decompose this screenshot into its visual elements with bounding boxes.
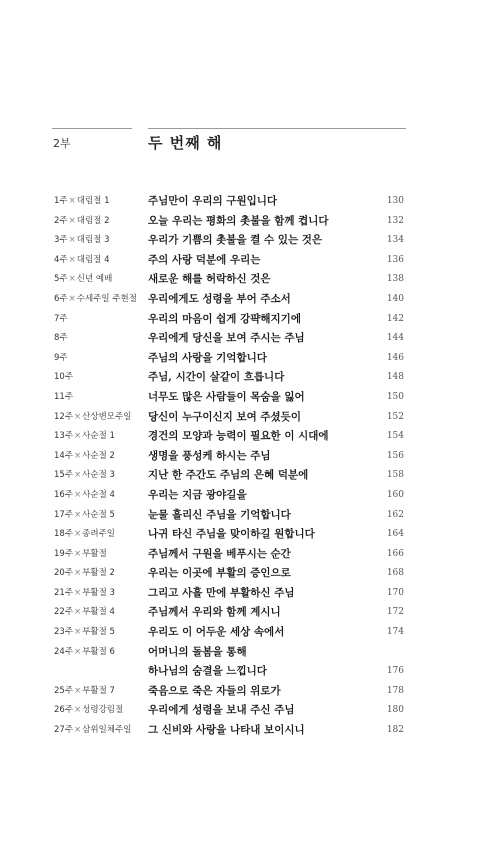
toc-week-number: 4주 bbox=[54, 254, 68, 265]
toc-week-label bbox=[54, 682, 115, 702]
toc-week-label bbox=[54, 623, 115, 643]
toc-week-number: 6주 bbox=[54, 293, 68, 304]
toc-week-number: 8주 bbox=[54, 333, 68, 344]
toc-page-number: 164 bbox=[386, 529, 404, 540]
table-of-contents bbox=[0, 192, 500, 741]
toc-season: 부활절 2 bbox=[82, 568, 115, 579]
toc-season: 종려주일 bbox=[82, 529, 116, 540]
toc-season: 사순절 4 bbox=[82, 489, 115, 500]
toc-page-number: 162 bbox=[386, 509, 404, 520]
toc-season: 신년 예배 bbox=[76, 274, 113, 285]
toc-week-number: 7주 bbox=[54, 313, 68, 324]
toc-title[interactable]: 나귀 타신 주님을 맞이하길 원합니다 bbox=[148, 528, 315, 541]
toc-week-label bbox=[54, 192, 110, 212]
toc-title[interactable]: 오늘 우리는 평화의 촛불을 함께 켭니다 bbox=[148, 214, 329, 227]
toc-page-number: 148 bbox=[386, 372, 404, 383]
toc-week-number: 9주 bbox=[54, 352, 68, 363]
toc-week-number: 22주 bbox=[54, 607, 74, 618]
part-title-rule bbox=[148, 128, 406, 129]
toc-title[interactable]: 너무도 많은 사람들이 목숨을 잃어 bbox=[148, 390, 305, 403]
separator-x-icon: × bbox=[74, 646, 82, 657]
toc-entry bbox=[0, 486, 500, 506]
part-number-rule bbox=[52, 128, 132, 129]
toc-title[interactable]: 당신이 누구이신지 보여 주셨듯이 bbox=[148, 410, 301, 423]
toc-week-number: 24주 bbox=[54, 646, 74, 657]
toc-season: 부활절 6 bbox=[82, 646, 115, 657]
toc-week-number: 17주 bbox=[54, 509, 74, 520]
separator-x-icon: × bbox=[74, 685, 82, 696]
toc-entry bbox=[0, 545, 500, 565]
toc-title[interactable]: 생명을 풍성케 하시는 주님 bbox=[148, 449, 271, 462]
toc-entry bbox=[0, 290, 500, 310]
toc-entry bbox=[0, 525, 500, 545]
toc-week-label bbox=[54, 231, 110, 251]
toc-entry bbox=[0, 388, 500, 408]
toc-week-label bbox=[54, 506, 115, 526]
toc-week-number: 16주 bbox=[54, 489, 74, 500]
toc-week-number: 14주 bbox=[54, 450, 74, 461]
toc-page-number: 142 bbox=[386, 313, 404, 324]
separator-x-icon: × bbox=[74, 529, 82, 540]
toc-week-label bbox=[54, 447, 115, 467]
toc-season: 부활절 7 bbox=[82, 685, 115, 696]
separator-x-icon: × bbox=[74, 431, 82, 442]
toc-page-number: 182 bbox=[386, 725, 404, 736]
toc-title[interactable]: 우리에게 성령을 보내 주신 주님 bbox=[148, 704, 295, 717]
toc-entry bbox=[0, 212, 500, 232]
toc-season: 산상변모주일 bbox=[82, 411, 132, 422]
toc-title[interactable]: 주의 사랑 덕분에 우리는 bbox=[148, 253, 261, 266]
toc-week-label bbox=[54, 368, 73, 388]
toc-week-number: 10주 bbox=[54, 372, 74, 383]
separator-x-icon: × bbox=[74, 627, 82, 638]
toc-page-number: 132 bbox=[386, 215, 404, 226]
toc-week-number: 12주 bbox=[54, 411, 74, 422]
toc-season: 수세주일 주현절 bbox=[76, 293, 137, 304]
separator-x-icon: × bbox=[74, 725, 82, 736]
toc-title[interactable]: 경건의 모양과 능력이 필요한 이 시대에 bbox=[148, 430, 329, 443]
toc-page-number: 140 bbox=[386, 293, 404, 304]
toc-page-number: 160 bbox=[386, 489, 404, 500]
toc-week-number: 21주 bbox=[54, 587, 74, 598]
separator-x-icon: × bbox=[74, 607, 82, 618]
toc-week-number: 20주 bbox=[54, 568, 74, 579]
separator-x-icon: × bbox=[74, 509, 82, 520]
toc-title[interactable]: 주님, 시간이 살같이 흐릅니다 bbox=[148, 371, 285, 384]
toc-entry bbox=[0, 584, 500, 604]
toc-season: 부활절 3 bbox=[82, 587, 115, 598]
toc-title[interactable]: 우리에게도 성령을 부어 주소서 bbox=[148, 292, 291, 305]
toc-season: 부활절 5 bbox=[82, 627, 115, 638]
separator-x-icon: × bbox=[68, 196, 76, 206]
toc-season: 사순절 3 bbox=[82, 470, 115, 481]
toc-entry bbox=[0, 466, 500, 486]
toc-title[interactable]: 우리에게 당신을 보여 주시는 주님 bbox=[148, 332, 305, 345]
toc-week-label bbox=[54, 643, 115, 663]
toc-title[interactable]: 죽음으로 죽은 자들의 위로가 bbox=[148, 684, 281, 697]
toc-page-number: 138 bbox=[386, 274, 404, 285]
toc-title[interactable]: 눈물 흘리신 주님을 기억합니다 bbox=[148, 508, 291, 521]
toc-page-number: 134 bbox=[386, 235, 404, 246]
toc-season: 사순절 5 bbox=[82, 509, 115, 520]
separator-x-icon: × bbox=[74, 587, 82, 598]
toc-week-label bbox=[54, 408, 131, 428]
toc-week-label bbox=[54, 721, 131, 741]
toc-week-number: 2주 bbox=[54, 215, 68, 226]
separator-x-icon: × bbox=[74, 489, 82, 500]
toc-season: 사순절 1 bbox=[82, 431, 115, 442]
toc-title[interactable]: 우리가 기쁨의 촛불을 켤 수 있는 것은 bbox=[148, 234, 323, 247]
toc-season: 대림절 4 bbox=[76, 254, 110, 265]
toc-page-number: 176 bbox=[386, 666, 404, 677]
toc-week-number: 27주 bbox=[54, 725, 74, 736]
toc-page-number: 156 bbox=[386, 450, 404, 461]
toc-title[interactable]: 주님만이 우리의 구원입니다 bbox=[148, 195, 278, 207]
toc-week-label bbox=[54, 545, 107, 565]
toc-week-label bbox=[54, 427, 115, 447]
toc-page-number: 154 bbox=[386, 431, 404, 442]
toc-entry bbox=[0, 564, 500, 584]
toc-week-label bbox=[54, 564, 115, 584]
toc-week-label bbox=[54, 584, 115, 604]
toc-week-number: 5주 bbox=[54, 274, 68, 285]
toc-entry bbox=[0, 349, 500, 369]
toc-page-number: 130 bbox=[386, 196, 404, 206]
toc-entry bbox=[0, 701, 500, 721]
toc-entry bbox=[0, 270, 500, 290]
toc-title[interactable]: 그리고 사흘 만에 부활하신 주님 bbox=[148, 586, 295, 599]
toc-season: 대림절 2 bbox=[76, 215, 110, 226]
toc-week-number: 1주 bbox=[54, 196, 68, 206]
toc-title[interactable]: 주님의 사랑을 기억합니다 bbox=[148, 351, 267, 364]
toc-week-label bbox=[54, 349, 68, 369]
toc-page-number: 168 bbox=[386, 568, 404, 579]
separator-x-icon: × bbox=[68, 215, 76, 226]
toc-entry bbox=[0, 231, 500, 251]
toc-season: 성령강림절 bbox=[82, 705, 124, 716]
separator-x-icon: × bbox=[74, 705, 82, 716]
toc-week-number: 18주 bbox=[54, 529, 74, 540]
toc-entry bbox=[0, 682, 500, 702]
toc-page-number: 170 bbox=[386, 587, 404, 598]
toc-entry bbox=[0, 721, 500, 741]
toc-entry bbox=[0, 447, 500, 467]
toc-week-label bbox=[54, 388, 73, 408]
toc-page-number: 172 bbox=[386, 607, 404, 618]
toc-week-number: 13주 bbox=[54, 431, 74, 442]
toc-title[interactable]: 그 신비와 사랑을 나타내 보이시니 bbox=[148, 724, 305, 737]
toc-week-label bbox=[54, 603, 115, 623]
toc-entry bbox=[0, 408, 500, 428]
toc-week-number: 3주 bbox=[54, 235, 68, 246]
separator-x-icon: × bbox=[74, 470, 82, 481]
toc-title[interactable]: 우리는 이곳에 부활의 증인으로 bbox=[148, 567, 291, 580]
toc-entry bbox=[0, 643, 500, 663]
toc-week-label bbox=[54, 270, 112, 290]
toc-week-label bbox=[54, 486, 115, 506]
toc-page-number: 152 bbox=[386, 411, 404, 422]
toc-page-number: 180 bbox=[386, 705, 404, 716]
toc-week-label bbox=[54, 251, 110, 271]
toc-page-number: 146 bbox=[386, 352, 404, 363]
toc-entry bbox=[0, 192, 500, 212]
toc-week-number: 19주 bbox=[54, 548, 74, 559]
toc-week-number: 25주 bbox=[54, 685, 74, 696]
toc-entry bbox=[0, 427, 500, 447]
toc-page-number: 158 bbox=[386, 470, 404, 481]
toc-week-number: 15주 bbox=[54, 470, 74, 481]
toc-entry bbox=[0, 310, 500, 330]
toc-week-label bbox=[54, 466, 115, 486]
toc-week-number: 26주 bbox=[54, 705, 74, 716]
toc-page-number: 166 bbox=[386, 548, 404, 559]
toc-title[interactable]: 주님께서 우리와 함께 계시니 bbox=[148, 606, 281, 619]
toc-title[interactable]: 새로운 해를 허락하신 것은 bbox=[148, 273, 271, 286]
toc-entry bbox=[0, 623, 500, 643]
toc-entry bbox=[0, 251, 500, 271]
toc-title[interactable]: 우리도 이 어두운 세상 속에서 bbox=[148, 626, 285, 639]
toc-season: 부활절 bbox=[82, 548, 107, 559]
toc-season: 대림절 1 bbox=[76, 196, 110, 206]
toc-entry bbox=[0, 662, 500, 682]
toc-entry bbox=[0, 368, 500, 388]
toc-entry bbox=[0, 506, 500, 526]
toc-season: 삼위일체주일 bbox=[82, 725, 132, 736]
toc-week-label bbox=[54, 290, 137, 310]
separator-x-icon: × bbox=[74, 450, 82, 461]
toc-season: 대림절 3 bbox=[76, 235, 110, 246]
separator-x-icon: × bbox=[74, 568, 82, 579]
separator-x-icon: × bbox=[68, 254, 76, 265]
toc-week-label bbox=[54, 701, 123, 721]
separator-x-icon: × bbox=[68, 293, 76, 304]
toc-title[interactable]: 어머니의 돌봄을 통해 bbox=[148, 645, 247, 658]
toc-title[interactable]: 하나님의 숨결을 느낍니다 bbox=[148, 665, 267, 678]
toc-page-number: 178 bbox=[386, 685, 404, 696]
toc-title[interactable]: 주님께서 구원을 베푸시는 순간 bbox=[148, 547, 291, 560]
toc-season: 부활절 4 bbox=[82, 607, 115, 618]
toc-week-number: 23주 bbox=[54, 627, 74, 638]
toc-week-label bbox=[54, 212, 110, 232]
toc-page-number: 174 bbox=[386, 627, 404, 638]
toc-season: 사순절 2 bbox=[82, 450, 115, 461]
toc-page-number: 136 bbox=[386, 254, 404, 265]
toc-title[interactable]: 우리는 지금 광야길을 bbox=[148, 488, 247, 501]
toc-entry bbox=[0, 329, 500, 349]
toc-week-label bbox=[54, 329, 68, 349]
part-number: 2부 bbox=[53, 137, 71, 150]
toc-week-number: 11주 bbox=[54, 391, 74, 402]
toc-page-number: 144 bbox=[386, 333, 404, 344]
toc-entry bbox=[0, 603, 500, 623]
part-title: 두 번째 해 bbox=[148, 134, 223, 152]
separator-x-icon: × bbox=[74, 548, 82, 559]
toc-title[interactable]: 우리의 마음이 쉽게 강퍅해지기에 bbox=[148, 312, 301, 325]
separator-x-icon: × bbox=[74, 411, 82, 422]
toc-week-label bbox=[54, 525, 115, 545]
separator-x-icon: × bbox=[68, 235, 76, 246]
toc-week-label bbox=[54, 310, 68, 330]
toc-page-number: 150 bbox=[386, 391, 404, 402]
separator-x-icon: × bbox=[68, 274, 76, 285]
toc-title[interactable]: 지난 한 주간도 주님의 은혜 덕분에 bbox=[148, 469, 309, 482]
